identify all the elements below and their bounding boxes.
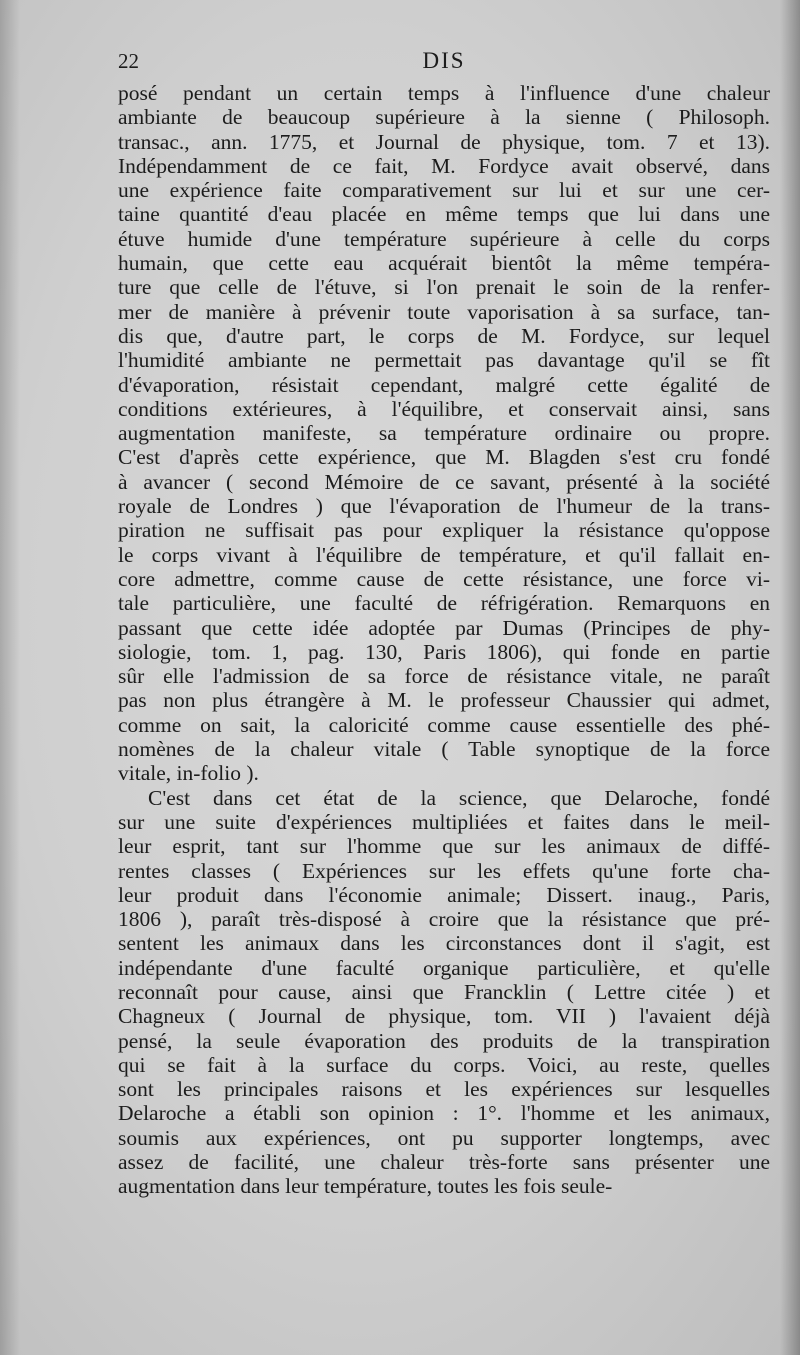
text-line: qui se fait à la surface du corps. Voici, au reste, quelles — [118, 1052, 770, 1077]
text-line: Indépendamment de ce fait, M. Fordyce avait observé, dans — [118, 153, 770, 178]
text-line: humain, que cette eau acquérait bientôt la même tempéra- — [118, 251, 770, 276]
text-line: sur une suite d'expériences multipliées et faites dans le meil- — [118, 809, 770, 834]
paragraph — [118, 786, 770, 1199]
text-line: dis que, d'autre part, le corps de M. Fordyce, sur lequel — [118, 323, 770, 348]
text-line: core admettre, comme cause de cette résistance, une force vi- — [118, 566, 770, 591]
text-line: Delaroche a établi son opinion : 1°. l'homme et les animaux, — [118, 1101, 770, 1126]
text-line: taine quantité d'eau placée en même temps que lui dans une — [118, 202, 770, 227]
text-line: transac., ann. 1775, et Journal de physique, tom. 7 et 13). — [118, 129, 770, 154]
paragraph — [118, 81, 770, 786]
text-line: 1806 ), paraît très-disposé à croire que la résistance que pré- — [118, 907, 770, 932]
text-line: reconnaît pour cause, ainsi que Francklin ( Lettre citée ) et — [118, 979, 770, 1004]
text-line: posé pendant un certain temps à l'influence d'une chaleur — [118, 81, 770, 105]
text-line: le corps vivant à l'équilibre de température, et qu'il fallait en- — [118, 542, 770, 567]
text-line: nomènes de la chaleur vitale ( Table synoptique de la force — [118, 737, 770, 762]
text-line: une expérience faite comparativement sur lui et sur une cer- — [118, 178, 770, 203]
text-line: conditions extérieures, à l'équilibre, et conservait ainsi, sans — [118, 396, 770, 421]
text-line: ambiante de beaucoup supérieure à la sienne ( Philosoph. — [118, 105, 770, 130]
text-line: sont les principales raisons et les expériences sur lesquelles — [118, 1077, 770, 1102]
text-line: augmentation manifeste, sa température ordinaire ou propre. — [118, 421, 770, 446]
page-edge-shadow-right — [780, 0, 800, 1355]
text-line: étuve humide d'une température supérieure à celle du corps — [118, 226, 770, 251]
running-head: DIS — [422, 48, 466, 73]
text-line: sentent les animaux dans les circonstances dont il s'agit, est — [118, 931, 770, 956]
text-line: C'est d'après cette expérience, que M. Blagden s'est cru fondé — [118, 445, 770, 470]
text-line: passant que cette idée adoptée par Dumas (Principes de phy- — [118, 615, 770, 640]
text-line: pensé, la seule évaporation des produits de la transpiration — [118, 1028, 770, 1053]
text-line: piration ne suffisait pas pour expliquer la résistance qu'oppose — [118, 518, 770, 543]
text-line: sûr elle l'admission de sa force de résistance vitale, ne paraît — [118, 664, 770, 689]
text-line: mer de manière à prévenir toute vaporisation à sa surface, tan- — [118, 299, 770, 324]
text-line: comme on sait, la caloricité comme cause essentielle des phé- — [118, 712, 770, 737]
text-line: augmentation dans leur température, toutes les fois seule- — [118, 1174, 613, 1199]
text-line: tale particulière, une faculté de réfrigération. Remarquons en — [118, 591, 770, 616]
text-line: ture que celle de l'étuve, si l'on prenait le soin de la renfer- — [118, 275, 770, 300]
text-line: C'est dans cet état de la science, que Delaroche, fondé — [148, 785, 770, 810]
text-line: à avancer ( second Mémoire de ce savant, présenté à la société — [118, 469, 770, 494]
text-line: leur produit dans l'économie animale; Dissert. inaug., Paris, — [118, 882, 770, 907]
text-line: assez de facilité, une chaleur très-forte sans présenter une — [118, 1150, 770, 1175]
text-line: Chagneux ( Journal de physique, tom. VII ) l'avaient déjà — [118, 1004, 770, 1029]
text-line: l'humidité ambiante ne permettait pas davantage qu'il se fît — [118, 348, 770, 373]
page-edge-shadow-left — [0, 0, 20, 1355]
text-line: royale de Londres ) que l'évaporation de l'humeur de la trans- — [118, 494, 770, 519]
text-line: rentes classes ( Expériences sur les effets qu'une forte cha- — [118, 858, 770, 883]
page-header — [118, 46, 770, 76]
body-text — [118, 81, 770, 1199]
text-line: siologie, tom. 1, pag. 130, Paris 1806), qui fonde en partie — [118, 639, 770, 664]
text-line: leur esprit, tant sur l'homme que sur les animaux de diffé- — [118, 834, 770, 859]
text-line: pas non plus étrangère à M. le professeur Chaussier qui admet, — [118, 688, 770, 713]
text-line: d'évaporation, résistait cependant, malgré cette égalité de — [118, 372, 770, 397]
page-number: 22 — [118, 49, 139, 73]
text-line: indépendante d'une faculté organique particulière, et qu'elle — [118, 955, 770, 980]
text-line: vitale, in-folio ). — [118, 761, 259, 786]
text-line: soumis aux expériences, ont pu supporter longtemps, avec — [118, 1125, 770, 1150]
